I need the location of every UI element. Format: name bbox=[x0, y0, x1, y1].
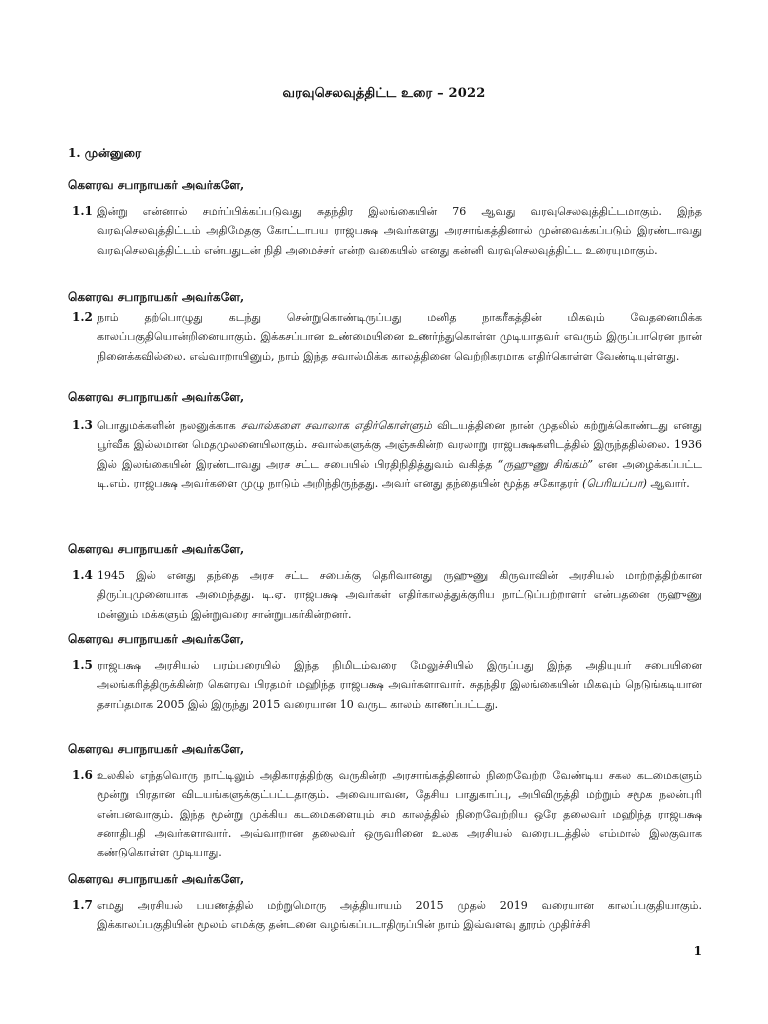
paragraph-text: இன்று என்னால் சமர்ப்பிக்கப்படுவது சுதந்திர இலங்கையின் 76 ஆவது வரவுசெலவுத்திட்டமாகும். இந்த வரவுசெலவுத்திட்டம் அதிமேதகு கோட்டாபய ராஜபக்ஷ அவர்களது அரசாங்கத்தினால் முன்வைக்கப்படும் இரண்டாவது வரவுசெலவுத்திட்டம் என்பதுடன் நிதி அமைச்சர் என்ற வகையில் எனது கன்னி வரவுசெலவுத்திட்ட உரையுமாகும். bbox=[97, 205, 702, 257]
paragraph-italic-phrase: “ருஹுணு சிங்கம்” bbox=[497, 457, 593, 471]
paragraph-text bbox=[97, 416, 702, 493]
paragraph-1-1 bbox=[72, 202, 702, 260]
paragraph-number: 1.6 bbox=[72, 768, 93, 782]
salutation: கௌரவ சபாநாயகர் அவர்களே, bbox=[68, 390, 245, 404]
salutation: கௌரவ சபாநாயகர் அவர்களே, bbox=[68, 632, 245, 646]
paragraph-number: 1.5 bbox=[72, 658, 93, 672]
salutation: கௌரவ சபாநாயகர் அவர்களே, bbox=[68, 290, 245, 304]
paragraph-number: 1.4 bbox=[72, 568, 93, 582]
salutation: கௌரவ சபாநாயகர் அவர்களே, bbox=[68, 742, 245, 756]
paragraph-text: எமது அரசியல் பயணத்தில் மற்றுமொரு அத்தியாயம் 2015 முதல் 2019 வரையான காலப்பகுதியாகும். இக்காலப்பகுதியின் மூலம் எமக்கு தன்டனை வழங்கப்படாதிருப்பின் நாம் இவ்வளவு தூரம் முதிர்ச்சி bbox=[97, 899, 702, 932]
paragraph-italic-phrase: சவால்களை சவாலாக எதிர்கொள்ளும் bbox=[240, 419, 432, 432]
paragraph-italic-phrase: (பெரியப்பா) bbox=[582, 476, 647, 490]
paragraph-text-part: விடயத்தினை நான் முதலில் கற்றுக்கொண்டது எனது பூர்வீக இல்லமான மெதமுலனையிலாகும். சவால்களுக்கு அஞ்சுகின்ற வரலாறு ராஜபக்ஷகளிடத்தில் இருந்ததில்லை. 1936 இல் இலங்கையின் இரண்டாவது அரச சட்ட சபையில் பிரதிநிதித்துவம் வகித்த bbox=[97, 419, 702, 471]
paragraph-text: நாம் தற்பொழுது கடந்து சென்றுகொண்டிருப்பது மனித நாகரீகத்தின் மிகவும் வேதனைமிக்க காலப்பகுதியொன்றினையாகும். இக்கசப்பான உண்மையினை உணர்ந்துகொள்ள முடியாதவர் எவரும் இருப்பாரென நான் நினைக்கவில்லை. எவ்வாறாயினும், நாம் இந்த சவால்மிக்க காலத்தினை வெற்றிகரமாக எதிர்கொள்ள வேண்டியுள்ளது. bbox=[97, 311, 702, 363]
page-number: 1 bbox=[693, 944, 702, 958]
paragraph-text: ராஜபக்ஷ அரசியல் பரம்பரையில் இந்த நிமிடம்வரை மேலுச்சியில் இருப்பது இந்த அதியுயர் சபையினை அலங்கரித்திருக்கின்ற கௌரவ பிரதமர் மஹிந்த ராஜபக்ஷ அவர்களாவார். சுதந்திர இலங்கையின் மிகவும் நெடுங்கடியான தசாப்தமாக 2005 இல் இருந்து 2015 வரையான 10 வருட காலம் காணப்பட்டது. bbox=[97, 659, 702, 711]
paragraph-1-4 bbox=[72, 566, 702, 624]
salutation: கௌரவ சபாநாயகர் அவர்களே, bbox=[68, 542, 245, 556]
salutation: கௌரவ சபாநாயகர் அவர்களே, bbox=[68, 872, 245, 886]
paragraph-number: 1.7 bbox=[72, 898, 93, 912]
paragraph-1-7 bbox=[72, 896, 702, 935]
paragraph-text: உலகில் எந்தவொரு நாட்டிலும் அதிகாரத்திற்கு வருகின்ற அரசாங்கத்தினால் நிறைவேற்ற வேண்டிய சகல கடமைகளும் மூன்று பிரதான விடயங்களுக்குட்பட்டதாகும். அவையாவன, தேசிய பாதுகாப்பு, அபிவிருத்தி மற்றும் சமூக நலன்புரி என்பனவாகும். இந்த மூன்று முக்கிய கடமைகளையும் சம காலத்தில் நிறைவேற்றிய ஒரே தலைவர் மஹிந்த ராஜபக்ஷ சனாதிபதி அவர்களாவார். அவ்வாறான தலைவர் ஒருவரினை உலக அரசியல் வரைபடத்தில் எம்மால் இலகுவாக கண்டுகொள்ள முடியாது. bbox=[97, 769, 702, 860]
paragraph-text-part: பொதுமக்களின் நலனுக்காக bbox=[97, 419, 241, 432]
paragraph-text-part: ஆவார். bbox=[646, 476, 690, 490]
paragraph-1-6 bbox=[72, 766, 702, 862]
paragraph-number: 1.3 bbox=[72, 418, 93, 432]
paragraph-1-3 bbox=[72, 416, 702, 493]
salutation: கௌரவ சபாநாயகர் அவர்களே, bbox=[68, 178, 245, 192]
paragraph-number: 1.2 bbox=[72, 310, 93, 324]
document-title: வரவுசெலவுத்திட்ட உரை – 2022 bbox=[282, 86, 486, 101]
paragraph-1-2 bbox=[72, 308, 702, 366]
paragraph-text: 1945 இல் எனது தந்தை அரச சட்ட சபைக்கு தெரிவானது ருஹுணு கிருவாவின் அரசியல் மாற்றத்திற்கான திருப்புமுனையாக அமைந்தது. டி.ஏ. ராஜபக்ஷ அவர்கள் எதிர்காலத்துக்குரிய நாட்டுப்பற்றாளர் என்பதனை ருஹுணு மன்னும் மக்களும் இன்றுவரை சான்றுபகர்கின்றனர். bbox=[97, 569, 702, 621]
paragraph-text-part: என அழைக்கப்பட்ட டி.எம். ராஜபக்ஷ அவர்களை முழு நாடும் அறிந்திருந்தது. அவர் எனது தந்தையின் மூத்த சகோதரர் bbox=[97, 457, 702, 490]
paragraph-1-5 bbox=[72, 656, 702, 714]
paragraph-number: 1.1 bbox=[72, 204, 93, 218]
section-heading: 1. முன்னுரை bbox=[68, 146, 142, 160]
